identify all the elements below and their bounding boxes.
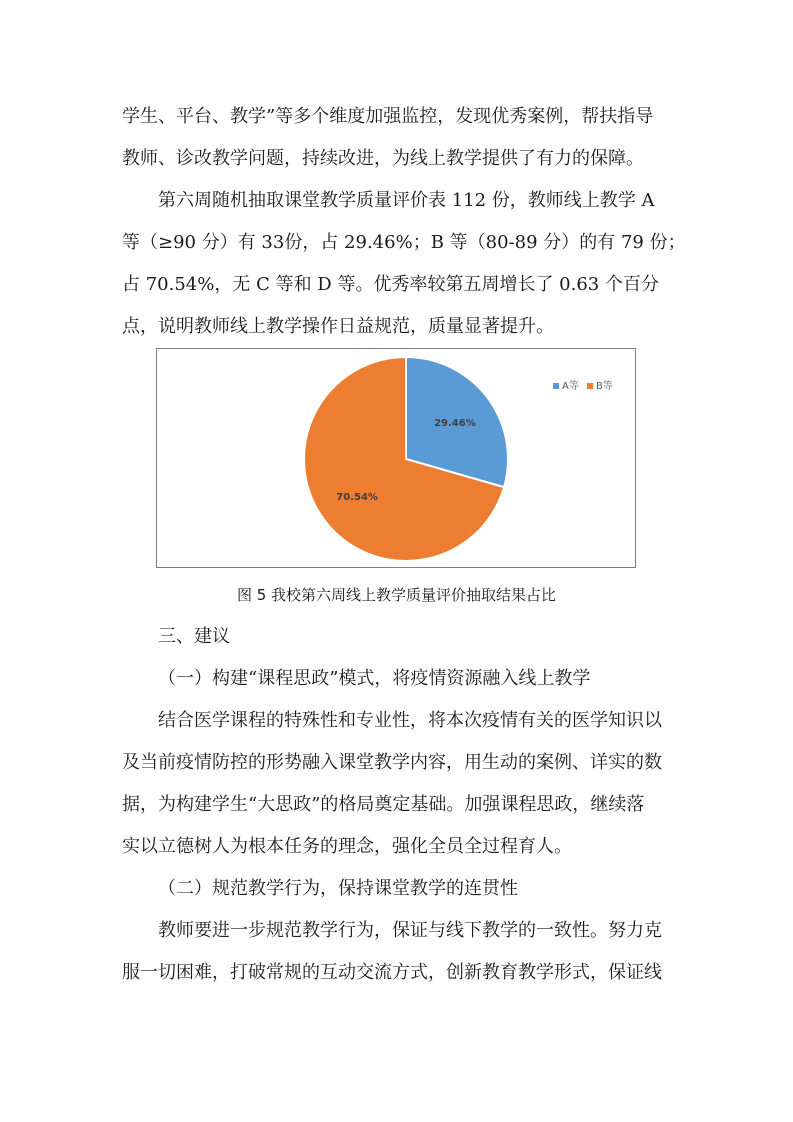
section-heading: 三、建议 xyxy=(158,626,230,647)
pie-chart-frame xyxy=(156,348,636,568)
text-line: 占 70.54%，无 C 等和 D 等。优秀率较第五周增长了 0.63 个百分 xyxy=(122,274,659,295)
pie-slice-label: 29.46% xyxy=(434,418,476,430)
text-line: 点，说明教师线上教学操作日益规范，质量显著提升。 xyxy=(122,316,554,337)
pie-slice-label: 70.54% xyxy=(336,491,378,503)
text-line: 教师要进一步规范教学行为，保证与线下教学的一致性。努力克 xyxy=(158,920,662,941)
pie-chart xyxy=(157,349,635,567)
legend-label: B等 xyxy=(596,381,613,392)
subsection-heading: （二）规范教学行为，保持课堂教学的连贯性 xyxy=(158,878,518,899)
text-line: 等（≥90 分）有 33份，占 29.46%；B 等（80-89 分）的有 79 份； xyxy=(122,232,686,253)
legend-swatch xyxy=(553,383,559,389)
figure-caption: 图 5 我校第六周线上教学质量评价抽取结果占比 xyxy=(236,586,557,604)
text-line: 结合医学课程的特殊性和专业性，将本次疫情有关的医学知识以 xyxy=(158,710,662,731)
text-line: 服一切困难，打破常规的互动交流方式，创新教育教学形式，保证线 xyxy=(122,962,662,983)
subsection-heading: （一）构建“课程思政”模式，将疫情资源融入线上教学 xyxy=(158,668,591,689)
text-line: 学生、平台、教学”等多个维度加强监控，发现优秀案例，帮扶指导 xyxy=(122,106,654,127)
text-line: 实以立德树人为根本任务的理念，强化全员全过程育人。 xyxy=(122,836,572,857)
text-line: 第六周随机抽取课堂教学质量评价表 112 份，教师线上教学 A xyxy=(158,190,655,211)
legend-label: A等 xyxy=(562,381,579,392)
text-line: 及当前疫情防控的形势融入课堂教学内容，用生动的案例、详实的数 xyxy=(122,752,662,773)
text-line: 据，为构建学生“大思政”的格局奠定基础。加强课程思政，继续落 xyxy=(122,794,645,815)
legend-swatch xyxy=(587,383,593,389)
text-line: 教师、诊改教学问题，持续改进，为线上教学提供了有力的保障。 xyxy=(122,148,644,169)
